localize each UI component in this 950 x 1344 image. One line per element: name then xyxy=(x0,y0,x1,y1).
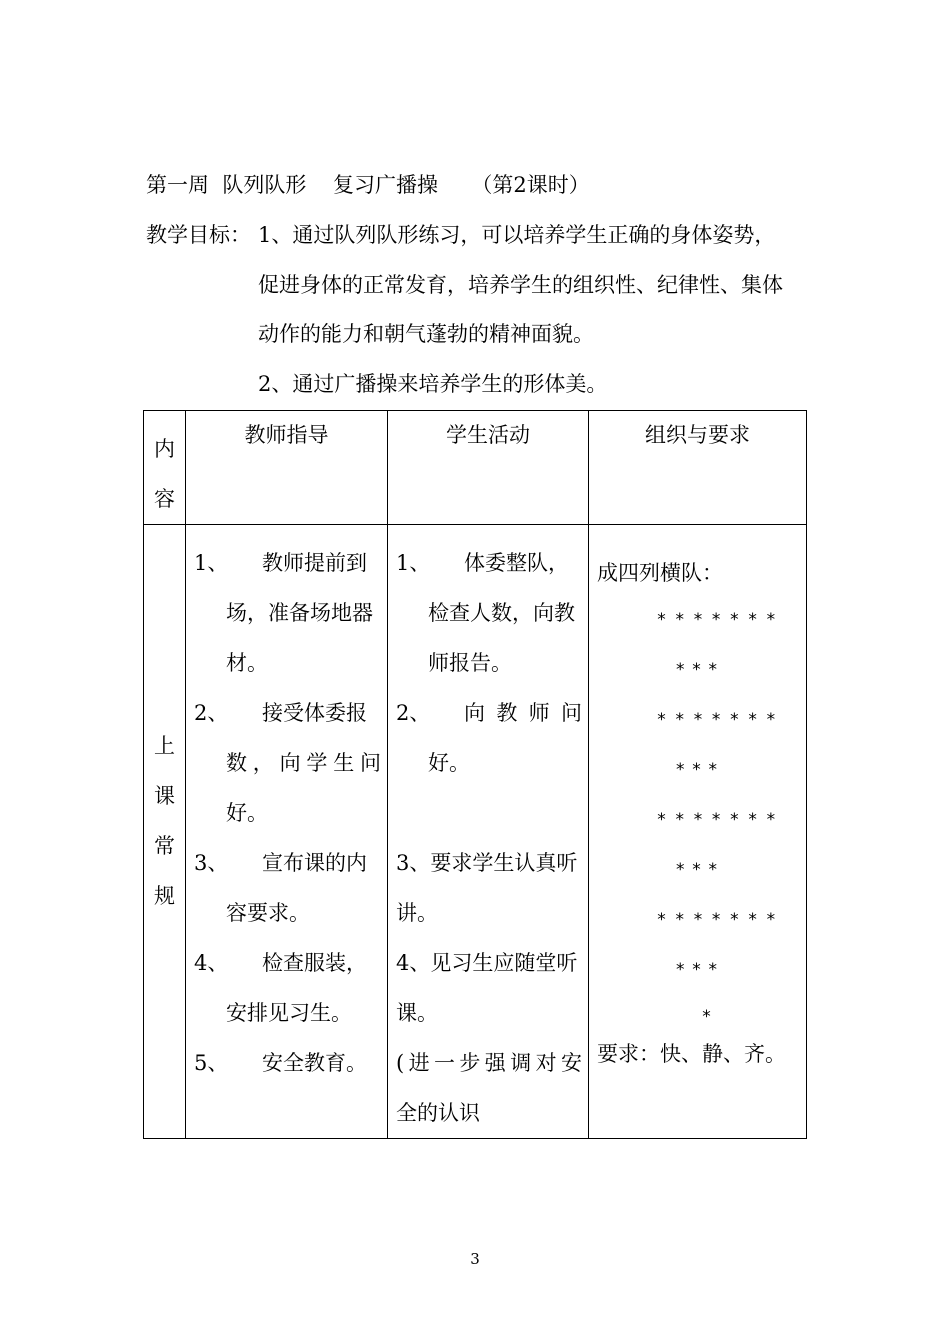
item-number: 5、 xyxy=(194,1051,229,1075)
item-line: 好。 xyxy=(428,751,470,775)
item-line: 检查人数，向教 xyxy=(428,601,575,625)
section-char: 常 xyxy=(154,834,175,858)
item-line: 课。 xyxy=(396,1001,438,1025)
header-teacher xyxy=(186,411,388,525)
teacher-item xyxy=(194,688,381,838)
teacher-item xyxy=(194,538,381,688)
formation-row: *** xyxy=(675,960,724,980)
formation-row: ******* xyxy=(656,810,784,830)
formation-row: *** xyxy=(675,760,724,780)
item-line: 容要求。 xyxy=(226,901,310,925)
item-number: 2、 xyxy=(396,701,431,725)
organization-requirement: 要求：快、静、齐。 xyxy=(597,1042,786,1066)
section-cell xyxy=(144,525,186,1139)
item-line: 向 教 师 问 xyxy=(464,701,582,725)
student-item xyxy=(396,688,582,788)
lesson-table xyxy=(143,410,807,1139)
header-content xyxy=(144,411,186,525)
formation-row: ******* xyxy=(656,610,784,630)
header-student xyxy=(388,411,589,525)
section-char: 课 xyxy=(154,784,175,808)
item-line: 数，向学生问 xyxy=(226,751,381,775)
header-organization-label: 组织与要求 xyxy=(645,423,750,447)
spacer xyxy=(396,788,582,838)
section-char: 规 xyxy=(154,884,175,908)
item-line: 体委整队， xyxy=(464,551,569,575)
item-number: 4、 xyxy=(194,951,229,975)
item-line: 场，准备场地器 xyxy=(226,601,373,625)
teacher-cell xyxy=(186,525,388,1139)
teacher-item xyxy=(194,838,381,938)
item-number: 3、 xyxy=(194,851,229,875)
item-line: 接受体委报 xyxy=(262,701,367,725)
objective-1-line-2: 促进身体的正常发育，培养学生的组织性、纪律性、集体 xyxy=(258,273,783,297)
formation-row: ******* xyxy=(656,710,784,730)
student-item xyxy=(396,938,582,1038)
item-line: 宣布课的内 xyxy=(262,851,367,875)
item-line: 好。 xyxy=(226,801,268,825)
student-item xyxy=(396,1038,582,1138)
lesson-title: 第一周 队列队形 复习广播操 （第2课时） xyxy=(146,173,590,197)
header-content-char: 内 xyxy=(154,437,175,461)
header-organization xyxy=(589,411,807,525)
teacher-item xyxy=(194,938,381,1038)
table-row xyxy=(144,525,807,1139)
header-student-label: 学生活动 xyxy=(446,423,530,447)
item-line: 师报告。 xyxy=(428,651,512,675)
formation-row: *** xyxy=(675,660,724,680)
header-content-char: 容 xyxy=(154,487,175,511)
item-line: 安排见习生。 xyxy=(226,1001,352,1025)
objective-1-line-1: 1、通过队列队形练习，可以培养学生正确的身体姿势， xyxy=(258,223,776,247)
student-cell xyxy=(388,525,589,1139)
objectives-label: 教学目标： xyxy=(146,223,251,247)
organization-cell xyxy=(589,525,807,1139)
organization-heading: 成四列横队： xyxy=(597,561,723,585)
item-line: 检查服装， xyxy=(262,951,367,975)
teacher-position-mark: * xyxy=(701,1007,712,1027)
table-header-row xyxy=(144,411,807,525)
item-line: 3、要求学生认真听 xyxy=(396,851,578,875)
item-line: 全的认识 xyxy=(396,1101,480,1125)
student-item xyxy=(396,538,582,688)
item-line: 材。 xyxy=(226,651,268,675)
item-number: 2、 xyxy=(194,701,229,725)
header-teacher-label: 教师指导 xyxy=(244,423,329,447)
item-line: 安全教育。 xyxy=(262,1051,367,1075)
item-line: (进一步强调对安 xyxy=(396,1051,582,1075)
objective-2: 2、通过广播操来培养学生的形体美。 xyxy=(258,372,608,396)
section-char: 上 xyxy=(154,734,175,758)
objective-1-line-3: 动作的能力和朝气蓬勃的精神面貌。 xyxy=(258,322,594,346)
teacher-item xyxy=(194,1038,381,1088)
formation-row: *** xyxy=(675,860,724,880)
formation-row: ******* xyxy=(656,910,784,930)
page-number: 3 xyxy=(470,1250,480,1268)
item-line: 教师提前到 xyxy=(262,551,367,575)
item-number: 1、 xyxy=(396,551,431,575)
student-item xyxy=(396,838,582,938)
item-number: 1、 xyxy=(194,551,229,575)
item-line: 讲。 xyxy=(396,901,438,925)
item-line: 4、见习生应随堂听 xyxy=(396,951,578,975)
